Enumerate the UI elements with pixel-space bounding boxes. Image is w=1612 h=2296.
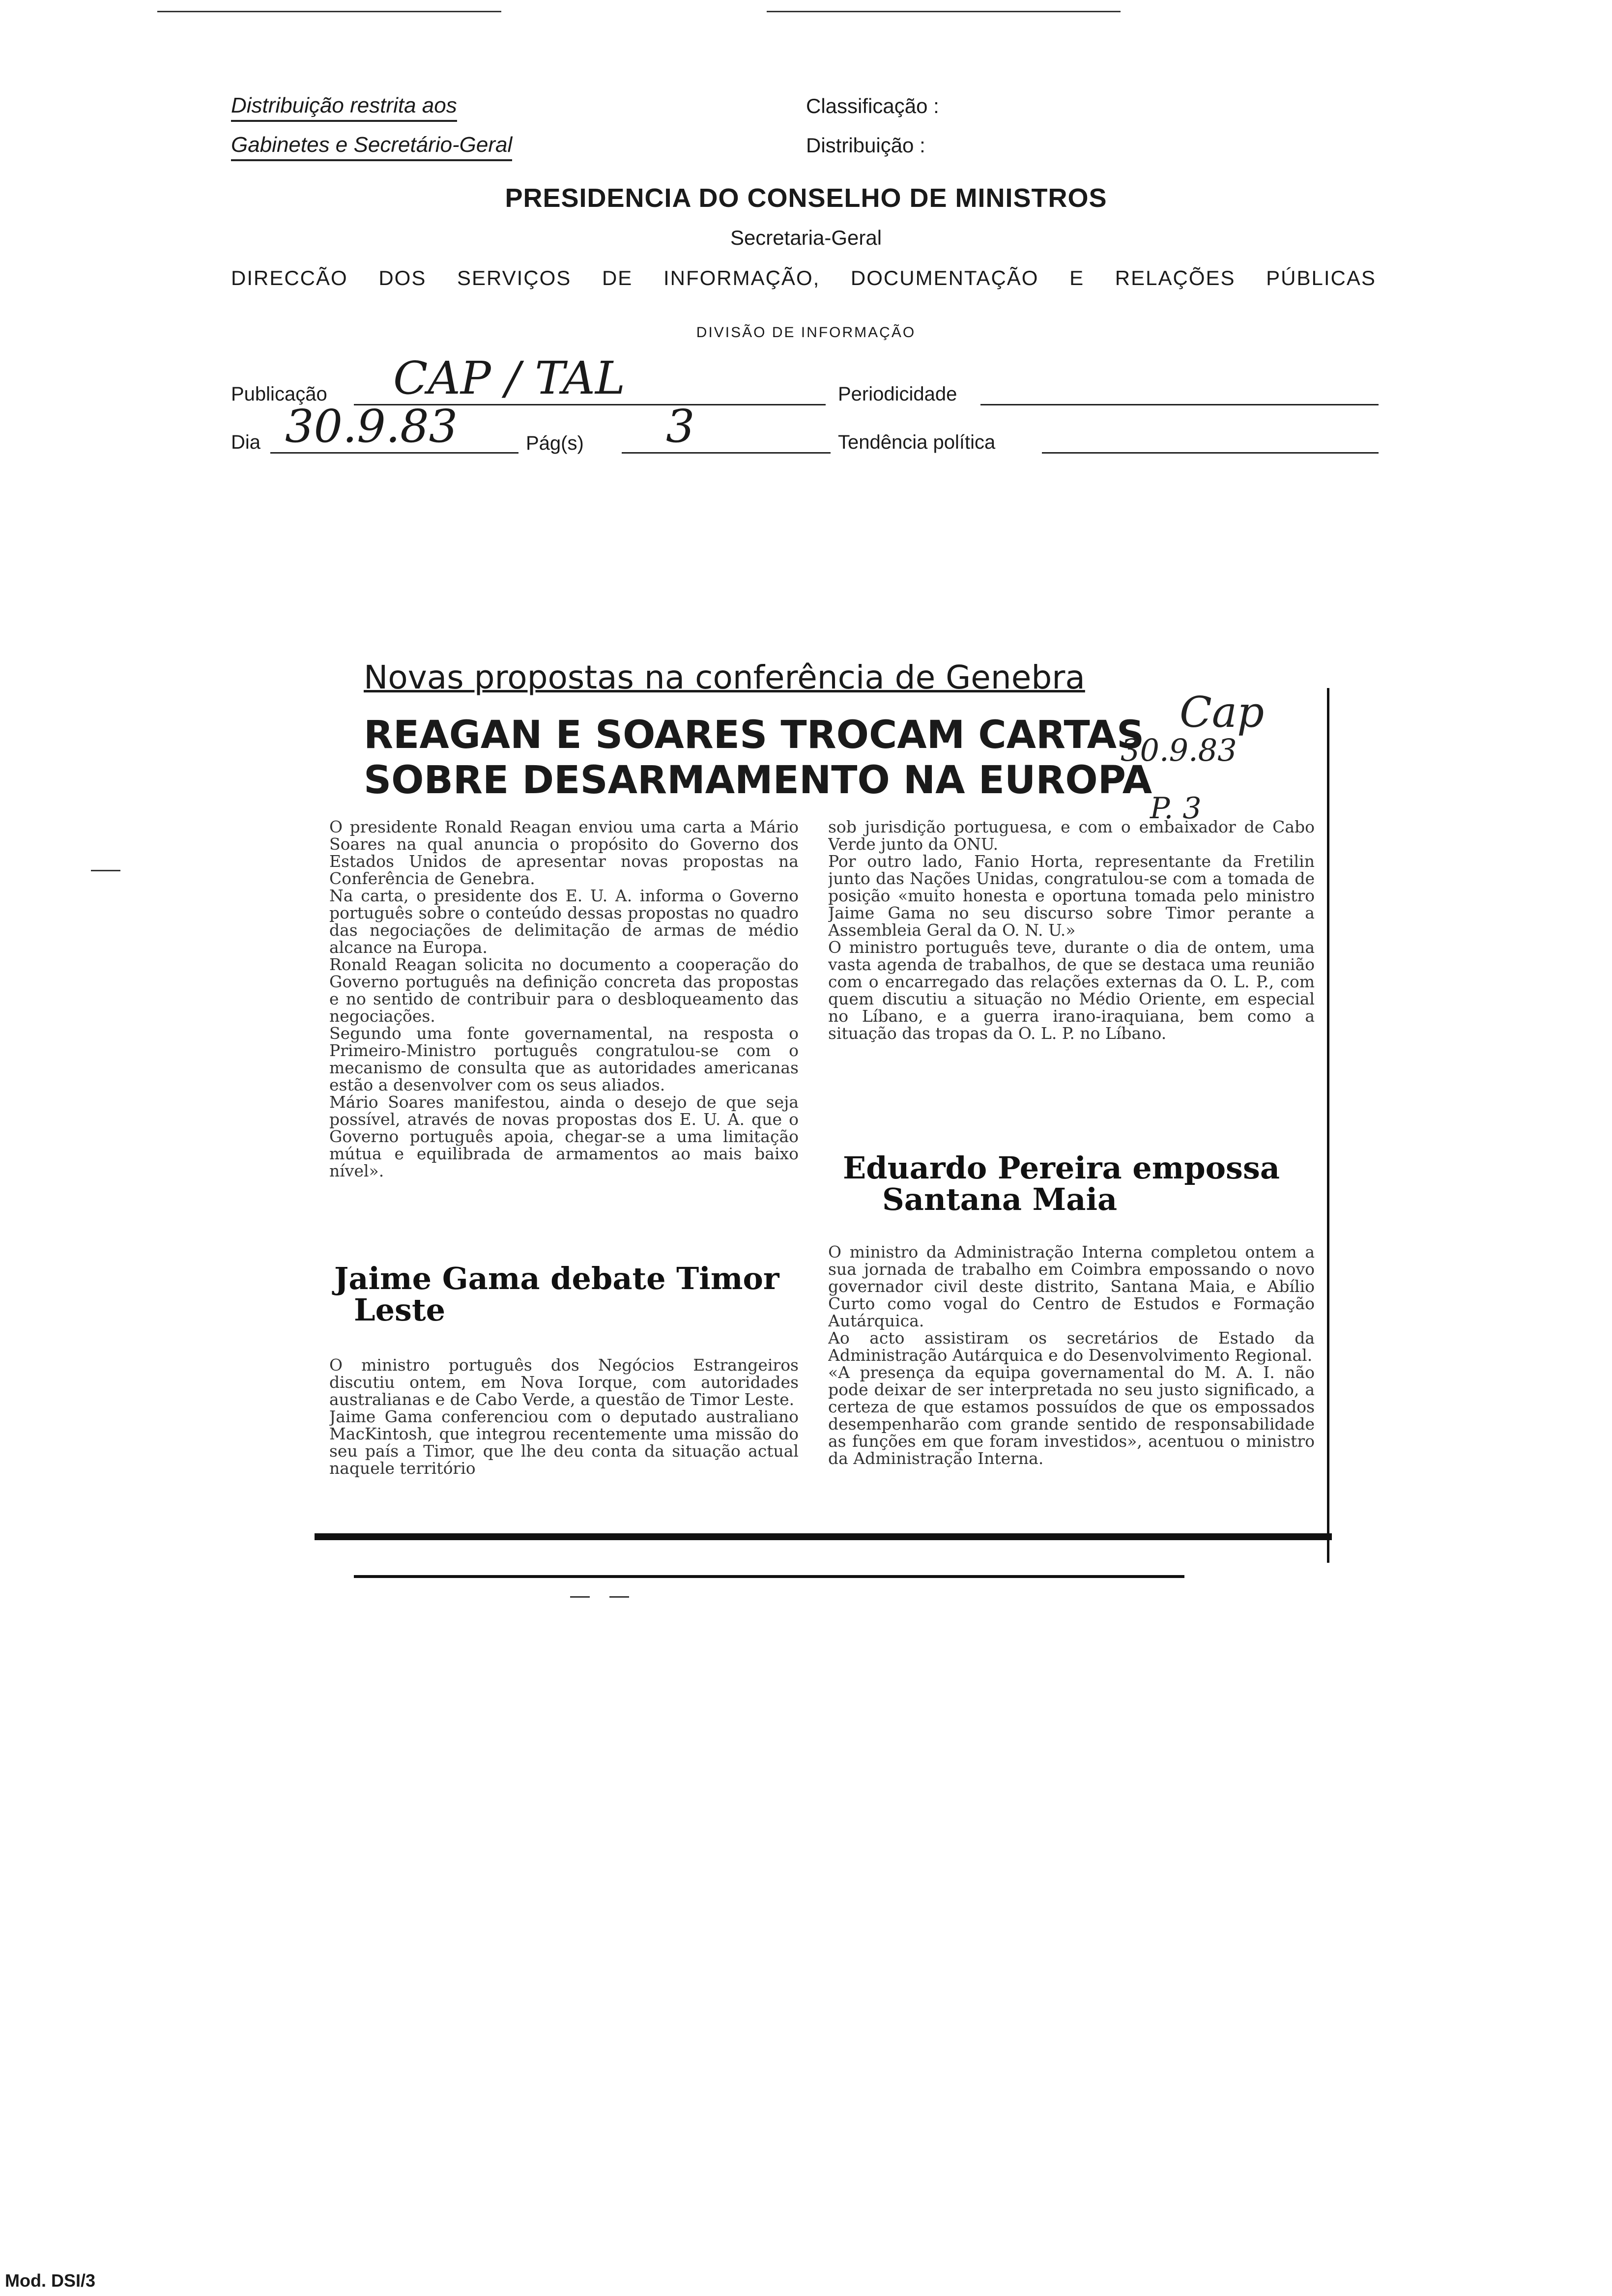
article-paragraph: Na carta, o presidente dos E. U. A. informa o Governo português sobre o conteúdo dessas propostas no quadro das negociações de delimitação de armas de médio alcance na Europa. (329, 886, 799, 957)
subhead-line: Jaime Gama debate Timor (334, 1261, 779, 1296)
dia-label: Dia (231, 431, 261, 453)
top-rule-right (767, 11, 1121, 12)
newspaper-clipping (315, 659, 1332, 1573)
headline-line1: REAGAN E SOARES TROCAM CARTAS (364, 713, 1145, 757)
article-paragraph: «A presença da equipa governamental do M. A. I. não pode deixar de ser interpretada no seu justo significado, a certeza de que estamos possuídos de que os empossados desempenharão com grande sentido de responsabilidade as funções em que foram investidos», acentuou o ministro da Administração Interna. (828, 1363, 1315, 1468)
pags-label: Pág(s) (526, 432, 584, 454)
publicacao-field (354, 352, 826, 405)
article-paragraph: Ronald Reagan solicita no documento a cooperação do Governo português na definição concreta das propostas e no sentido de contribuir para o desbloqueamento das negociações. (329, 955, 799, 1026)
article-column-1 (329, 818, 799, 1256)
page-title: PRESIDENCIA DO CONSELHO DE MINISTROS (505, 183, 1107, 213)
article-column-2 (828, 818, 1315, 1113)
article-paragraph: Jaime Gama conferenciou com o deputado australiano MacKintosh, que integrou recentemente uma missão do seu país a Timor, que lhe deu conta da situação actual naquele território (329, 1407, 799, 1478)
distribution-note-line2: Gabinetes e Secretário-Geral (231, 133, 512, 161)
direccao-word: RELAÇÕES (1115, 266, 1236, 289)
direccao-word: PÚBLICAS (1266, 266, 1376, 289)
direccao-word: DOCUMENTAÇÃO (850, 266, 1039, 289)
annotation-date: 30.9.83 (1121, 732, 1237, 768)
article-paragraph: O presidente Ronald Reagan enviou uma carta a Mário Soares na qual anuncia o propósito do Governo dos Estados Unidos de apresentar novas propostas na Conferência de Genebra. (329, 818, 799, 888)
direccao-word: INFORMAÇÃO, (663, 266, 820, 289)
periodicidade-label: Periodicidade (838, 383, 957, 405)
direccao-word: E (1069, 266, 1085, 289)
distribution-note-line1: Distribuição restrita aos (231, 93, 457, 122)
periodicidade-field (980, 383, 1379, 405)
dia-handwritten: 30.9.83 (285, 400, 458, 453)
subhead-line: Eduardo Pereira empossa (843, 1150, 1280, 1186)
pags-field (622, 400, 831, 454)
top-rule-left (157, 11, 501, 12)
form-model-code: Mod. DSI/3 (5, 2270, 96, 2291)
direccao-word: SERVIÇOS (457, 266, 572, 289)
clipping-headline (364, 713, 1152, 803)
annotation-page: P. 3 (1150, 791, 1202, 826)
direccao-word: DE (602, 266, 633, 289)
tendencia-label: Tendência política (838, 431, 996, 453)
subhead-line: Leste (354, 1292, 446, 1328)
article-paragraph: Segundo uma fonte governamental, na resposta o Primeiro-Ministro português congratulou-se com o mecanismo de consulta que as autoridades americanas estão a desenvolver com os seus aliados. (329, 1024, 799, 1094)
classificacao-label: Classificação : (806, 94, 939, 117)
article-paragraph: O ministro português teve, durante o dia de ontem, uma vasta agenda de trabalhos, de que se destaca uma reunião com o encarregado das relações externas da O. L. P., com quem discutiu a situação no Médio Oriente, em especial no Líbano, e a guerra irano-iraquiana, bem como a situação das tropas da O. L. P. no Líbano. (828, 938, 1315, 1043)
clipping-bottom-rule-2 (354, 1575, 1184, 1578)
article-paragraph: Ao acto assistiram os secretários de Estado da Administração Autárquica e do Desenvolvimento Regional. (828, 1328, 1315, 1365)
scan-mark (570, 1596, 590, 1598)
article-column-2b (828, 1243, 1315, 1533)
tendencia-field (1042, 431, 1379, 454)
article-paragraph: O ministro da Administração Interna completou ontem a sua jornada de trabalho em Coimbra empossando o novo governador civil deste distrito, Santana Maia, e Abílio Curto como vogal do Centro de Estudos e Formação Autárquica. (828, 1243, 1315, 1330)
publicacao-label: Publicação (231, 383, 327, 405)
publicacao-handwritten: CAP / TAL (393, 352, 626, 404)
article-paragraph: Mário Soares manifestou, ainda o desejo de que seja possível, através de novas propostas dos E. U. A. que o Governo português apoia, chegar-se a uma limitação mútua e equilibrada de armamentos ao mais baixo nível». (329, 1092, 799, 1180)
dia-field (270, 400, 518, 454)
annotation-source: Cap (1180, 688, 1265, 737)
clipping-right-border (1327, 688, 1329, 1563)
divisao-label: DIVISÃO DE INFORMAÇÃO (696, 324, 916, 341)
article-paragraph: O ministro português dos Negócios Estrangeiros discutiu ontem, em Nova Iorque, com autoridades australianas e de Cabo Verde, a questão de Timor Leste. (329, 1356, 799, 1409)
subhead-eduardo-pereira (843, 1152, 1329, 1215)
margin-mark (91, 870, 120, 871)
direccao-line (231, 266, 1376, 290)
pags-handwritten: 3 (666, 400, 695, 453)
headline-line2: SOBRE DESARMAMENTO NA EUROPA (364, 758, 1152, 803)
subhead-line: Santana Maia (882, 1181, 1118, 1217)
clipping-kicker: Novas propostas na conferência de Genebra (364, 659, 1085, 696)
scan-mark (609, 1596, 629, 1598)
article-column-1b (329, 1356, 799, 1514)
article-paragraph: Por outro lado, Fanio Horta, representante da Fretilin junto das Nações Unidas, congratulou-se com a tomada de posição «muito honesta e oportuna tomada pelo ministro Jaime Gama no seu discurso sobre Timor perante a Assembleia Geral da O. N. U.» (828, 852, 1315, 940)
subhead-jaime-gama (334, 1263, 806, 1326)
page-subtitle: Secretaria-Geral (730, 226, 882, 249)
article-paragraph: sob jurisdição portuguesa, e com o embaixador de Cabo Verde junto da ONU. (828, 818, 1315, 854)
direccao-word: DOS (378, 266, 427, 289)
clipping-bottom-rule (315, 1533, 1332, 1540)
direccao-word: DIRECCÃO (231, 266, 348, 289)
distribuicao-label: Distribuição : (806, 134, 925, 157)
